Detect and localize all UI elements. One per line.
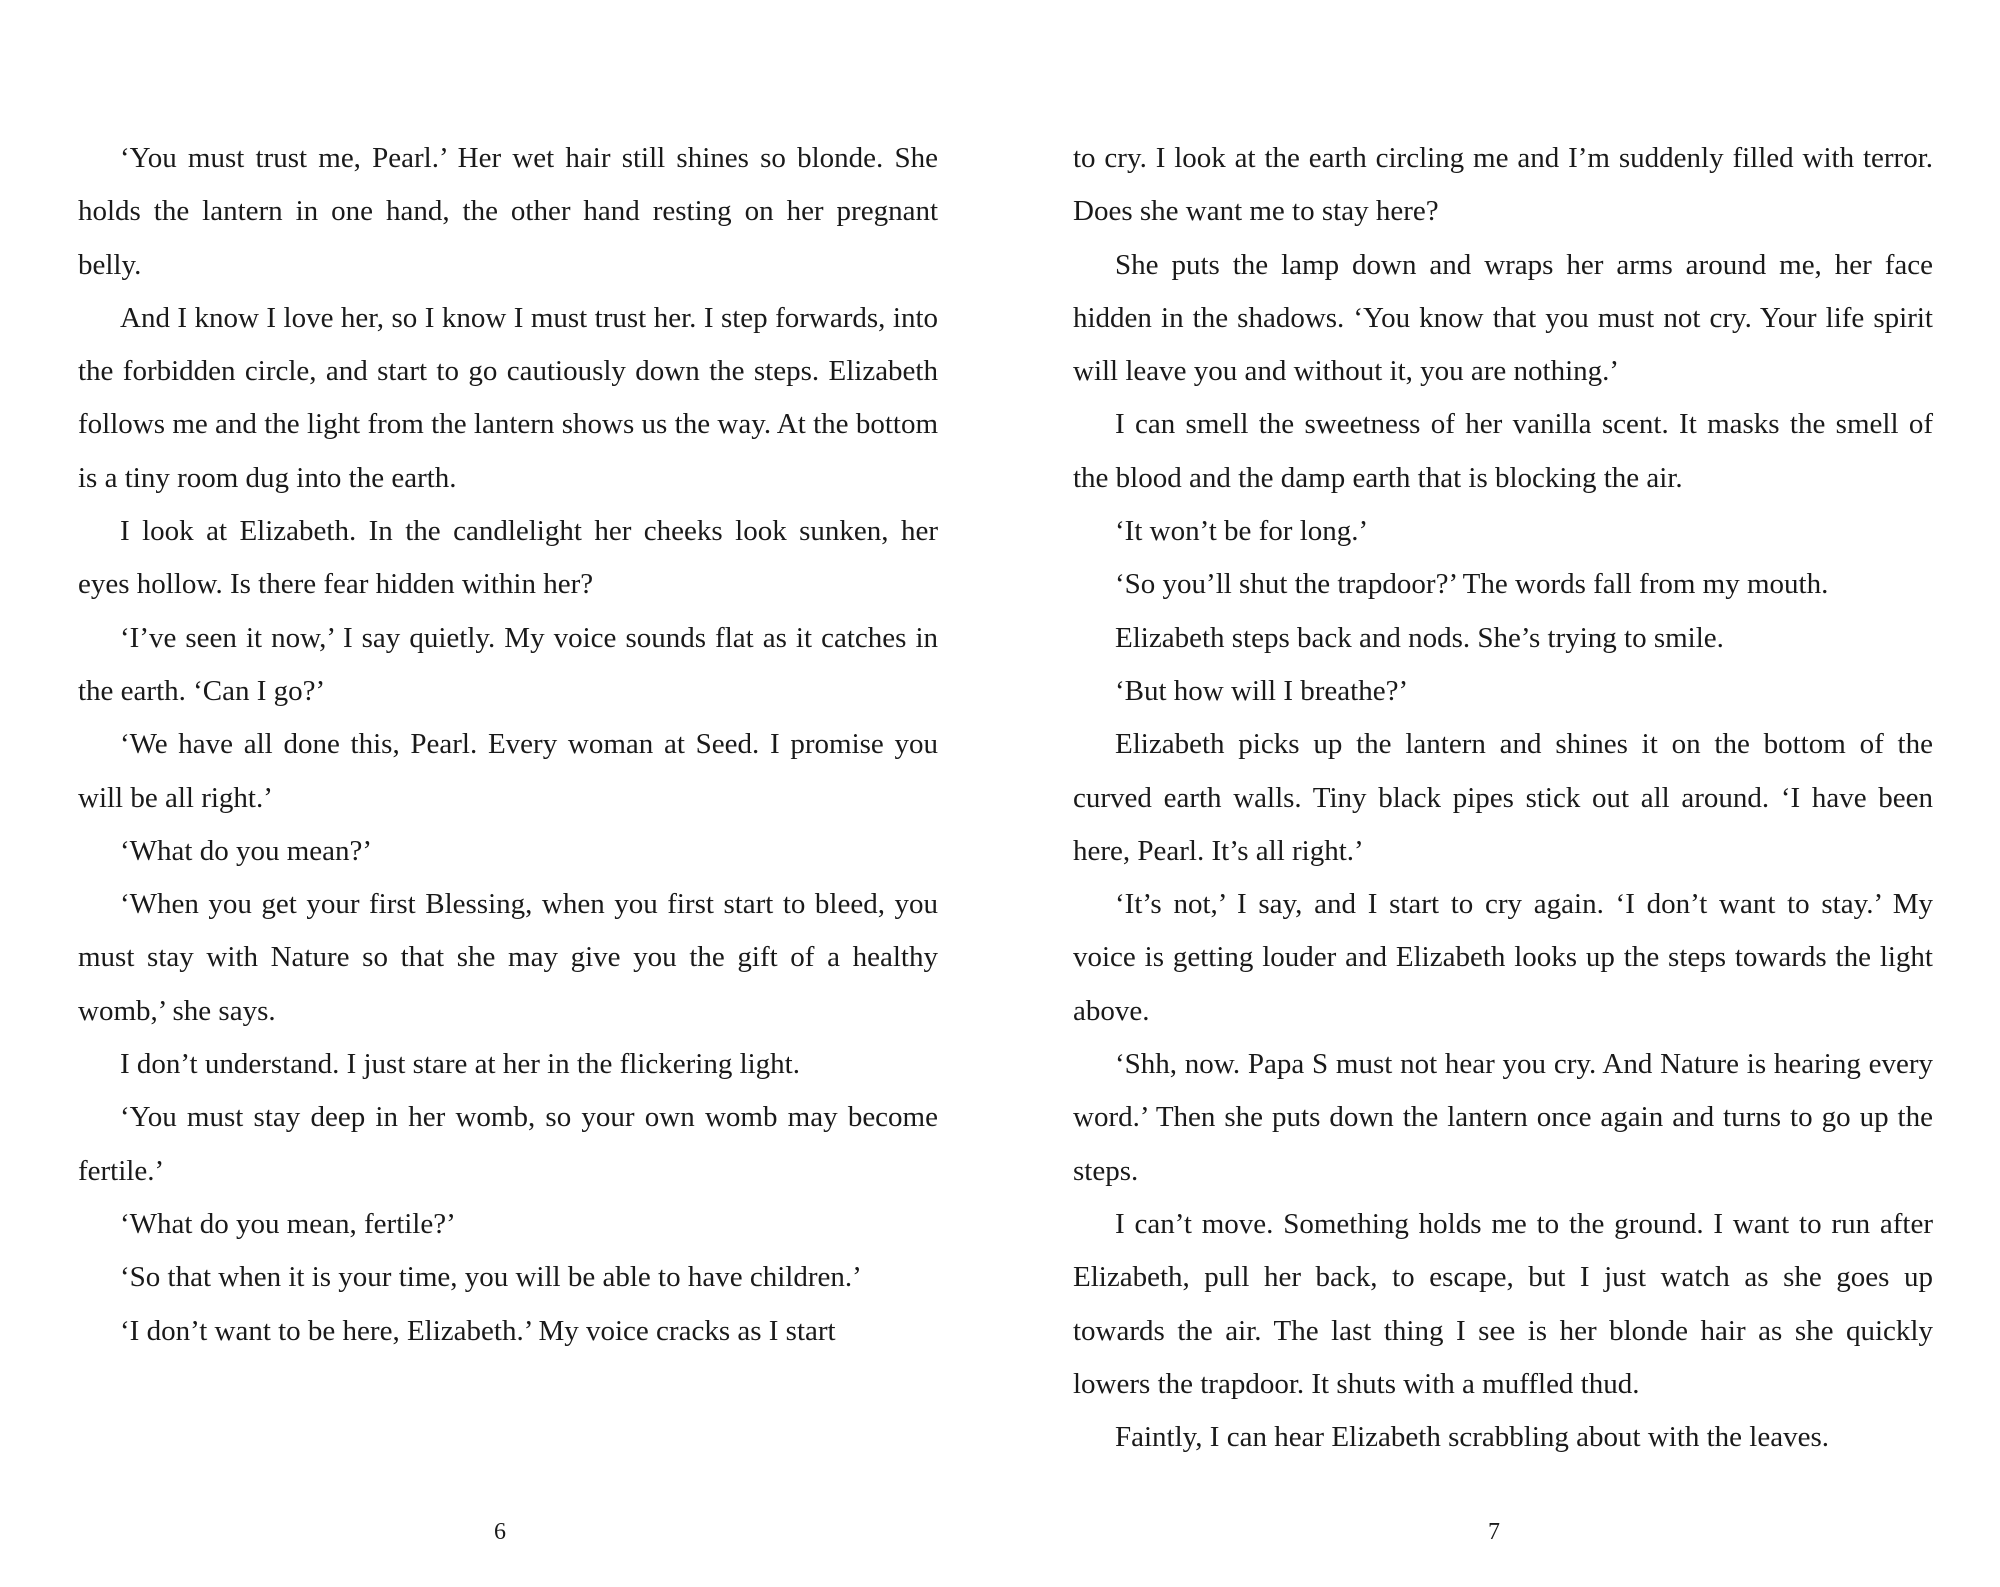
paragraph: And I know I love her, so I know I must trust her. I step forwards, into the forbidden circle, and start to go cautiously down the steps. Elizabeth follows me and the light from the lantern shows us the way. At the bottom is a tiny room dug into the earth. — [78, 301, 938, 494]
paragraph: ‘But how will I breathe?’ — [1115, 674, 1409, 707]
paragraph: ‘So that when it is your time, you will be able to have children.’ — [120, 1261, 862, 1294]
paragraph: ‘I don’t want to be here, Elizabeth.’ My voice cracks as I start — [120, 1314, 836, 1347]
paragraph: I look at Elizabeth. In the candlelight her cheeks look sunken, her eyes hollow. Is there fear hidden within her? — [78, 515, 938, 601]
paragraph: Elizabeth steps back and nods. She’s trying to smile. — [1115, 621, 1724, 654]
paragraph: I don’t understand. I just stare at her in the flickering light. — [120, 1048, 800, 1081]
paragraph: ‘You must stay deep in her womb, so your own womb may become fertile.’ — [78, 1101, 938, 1187]
paragraph: ‘It’s not,’ I say, and I start to cry again. ‘I don’t want to stay.’ My voice is getting louder and Elizabeth looks up the steps towards the light above. — [1073, 888, 1933, 1027]
paragraph: I can’t move. Something holds me to the ground. I want to run after Elizabeth, pull her back, to escape, but I just watch as she goes up towards the air. The last thing I see is her blonde hair as she quickly lowers the trapdoor. It shuts with a muffled thud. — [1073, 1207, 1933, 1400]
paragraph: ‘What do you mean, fertile?’ — [120, 1207, 456, 1240]
page-number-right: 7 — [1488, 1519, 1500, 1545]
paragraph: Faintly, I can hear Elizabeth scrabbling about with the leaves. — [1115, 1421, 1830, 1454]
paragraph: ‘Shh, now. Papa S must not hear you cry. And Nature is hearing every word.’ Then she puts down the lantern once again and turns to go up the steps. — [1073, 1048, 1933, 1187]
paragraph: ‘We have all done this, Pearl. Every woman at Seed. I promise you will be all right.’ — [78, 728, 938, 814]
paragraph: ‘It won’t be for long.’ — [1115, 515, 1369, 548]
paragraph: Elizabeth picks up the lantern and shines it on the bottom of the curved earth walls. Tiny black pipes stick out all around. ‘I have been here, Pearl. It’s all right.’ — [1073, 728, 1933, 867]
paragraph: ‘What do you mean?’ — [120, 834, 373, 867]
paragraph: ‘You must trust me, Pearl.’ Her wet hair still shines so blonde. She holds the lantern in one hand, the other hand resting on her pregnant belly. — [78, 142, 938, 281]
page-number-left: 6 — [494, 1519, 506, 1545]
left-page — [78, 132, 938, 1358]
paragraph: ‘So you’ll shut the trapdoor?’ The words fall from my mouth. — [1115, 568, 1829, 601]
paragraph: ‘When you get your first Blessing, when you first start to bleed, you must stay with Nature so that she may give you the gift of a healthy womb,’ she says. — [78, 888, 938, 1027]
paragraph: ‘I’ve seen it now,’ I say quietly. My voice sounds flat as it catches in the earth. ‘Can I go?’ — [78, 621, 938, 707]
paragraph: She puts the lamp down and wraps her arms around me, her face hidden in the shadows. ‘You know that you must not cry. Your life spirit will leave you and without it, you are nothing.’ — [1073, 248, 1933, 388]
paragraph: to cry. I look at the earth circling me and I’m suddenly filled with terror. Does she want me to stay here? — [1073, 142, 1933, 228]
paragraph: I can smell the sweetness of her vanilla scent. It masks the smell of the blood and the damp earth that is blocking the air. — [1073, 408, 1933, 494]
right-page — [1073, 132, 1933, 1464]
